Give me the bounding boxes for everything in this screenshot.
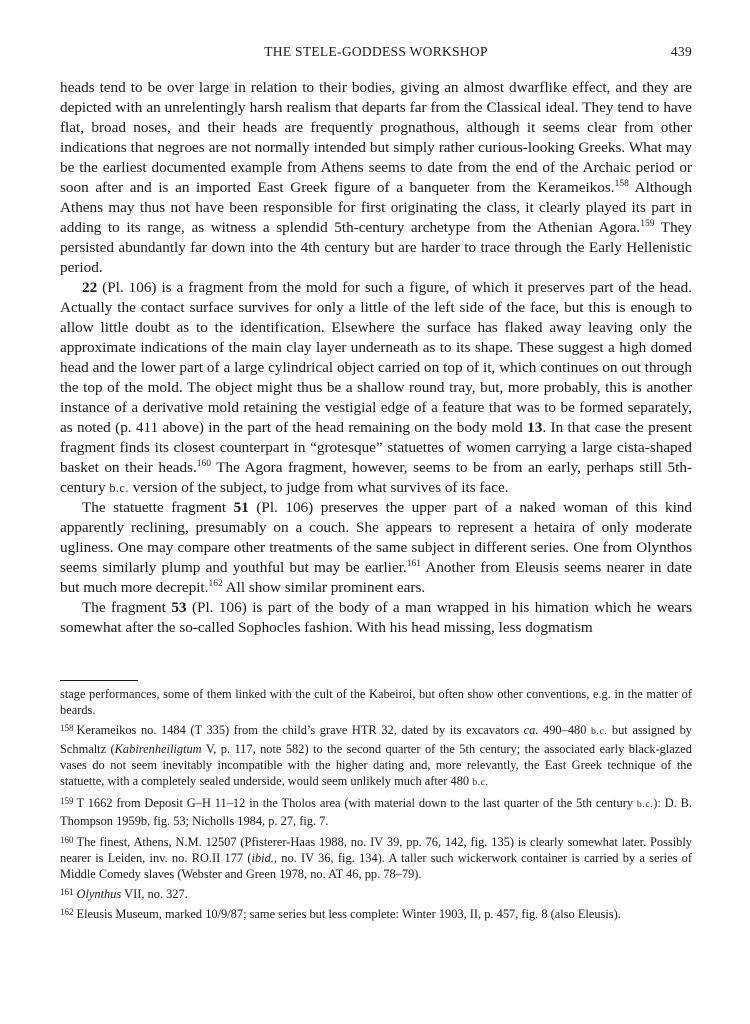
era-abbrev: b.c. [109,481,129,495]
text-run: VII, no. 327. [121,887,188,902]
paragraph-4 [60,598,692,638]
text-run: The finest, Athens, N.M. 12507 (Pfisterer-Haas 1988, no. IV 39, pp. 76, 142, fig. 135) is clearly somewhat later. Possibly nearer is Leiden, inv. no. RO.II 177 ( [60,834,692,865]
catalog-number: 51 [233,499,249,516]
text-run: Another from Eleusis seems nearer in date but much more decrepit. [60,559,692,596]
running-header [60,44,692,64]
text-run: V, p. 117, note 582) to the second quarter of the 5th century; the associated early black-glazed vases do not seem inevitably incompatible with the higher dating and, more relevantly, the East Greek technique of the statuette, with a completely sealed underside, would seem unlikely much after 480 [60,741,692,789]
text-run: but assigned by Schmaltz ( [60,723,692,756]
footnote-number: 162 [60,907,74,918]
catalog-number: 53 [171,599,187,616]
era-abbrev: b.c. [636,799,654,811]
work-title: Kabirenheiligtum [114,741,202,756]
text-run: , no. IV 36, fig. 134). A taller such wickerwork container is carried by a series of Middle Comedy slaves (Webster and Green 1978, no. AT 46, pp. 78–79). [60,850,692,882]
text-run: Eleusis Museum, marked 10/9/87; same series but less complete: Winter 1903, II, p. 457, fig. 8 (also Eleusis). [76,907,621,922]
body-text [60,78,692,638]
footnote-number: 159 [60,796,74,807]
abbrev: ibid. [251,850,274,865]
text-run: 490–480 [538,723,592,738]
text-run: . In that case the present fragment finds its closest counterpart in “grotesque” statuettes of women carrying a large cista-shaped basket on their heads. [60,419,692,476]
text-run: The fragment [82,599,172,616]
text-run: Although Athens may thus not have been responsible for first originating the class, it clearly played its part in adding to its range, as witness a splendid 5th-century archetype from the Athenian Agora. [60,179,692,236]
text-run: Kerameikos no. 1484 (T 335) from the child’s grave HTR 32, dated by its excavators [76,723,524,738]
footnote-161 [60,884,692,902]
paragraph-2 [60,278,692,498]
paragraph-3 [60,498,692,598]
page-number: 439 [670,44,692,59]
text-run: The statuette fragment [82,499,234,516]
paragraph-1 [60,78,692,278]
text-run: They persisted abundantly far down into the 4th century but are harder to trace through the Early Hellenistic period. [60,219,692,276]
text-run: The Agora fragment, however, seems to be from an early, perhaps still 5th-century [60,459,693,496]
footnote-number: 158 [60,723,74,734]
footnote-number: 161 [60,887,74,898]
text-run: heads tend to be over large in relation to their bodies, giving an almost dwarflike effect, and they are depicted with an unrelentingly harsh realism that departs far from the Classical ideal. They tend to have flat, broad noses, and their heads are frequently prognathous, although it seems clear from other indications that negroes are not normally intended but simply rather curious-looking Greeks. What may be the earliest documented example from Athens seems to date from the end of the Archaic period or soon after and is an imported East Greek figure of a banqueter from the Kerameikos. [60,79,692,196]
footnote-159 [60,793,692,829]
footnote-ref-160: 160 [196,459,211,469]
footnotes [60,686,692,925]
era-abbrev: b.c. [472,777,489,789]
footnote-ref-162: 162 [208,579,223,589]
text-run: T 1662 from Deposit G–H 11–12 in the Tholos area (with material down to the last quarter of the 5th century [76,796,637,811]
footnote-158 [60,720,692,791]
footnote-number: 160 [60,834,74,845]
text-run: All show similar prominent ears. [222,579,426,596]
footnote-divider [60,680,138,681]
text-run: ): D. B. Thompson 1959b, fig. 53; Nicholls 1984, p. 27, fig. 7. [60,796,692,829]
text-run: (Pl. 106) is a fragment from the mold for such a figure, of which it preserves part of the head. Actually the contact surface survives for only a little of the left side of the face, but this is enough to allow little doubt as to the identification. Elsewhere the surface has flaked away leaving only the approximate indications of the main clay layer underneath as to its shape. These suggest a high domed head and the lower part of a large cylindrical object carried on top of it, which continues on out through the top of the mold. The object might thus be a shallow round tray, but, more probably, this is another instance of a derivative mold retaining the vestigial edge of a feature that was to be formed separately, as noted (p. 411 above) in the part of the head remaining on the body mold [60,279,692,436]
footnote-continuation: stage performances, some of them linked with the cult of the Kabeiroi, but often show other conventions, e.g. in the matter of beards. [60,687,692,718]
footnote-160 [60,832,692,883]
text-run: (Pl. 106) is part of the body of a man wrapped in his himation which he wears somewhat after the so-called Sophocles fashion. With his head missing, less dogmatism [60,599,692,636]
footnote-ref-158: 158 [614,179,629,189]
era-abbrev: b.c. [591,726,608,738]
footnote-162 [60,904,692,922]
catalog-number: 22 [82,279,98,296]
abbrev: ca. [523,723,539,738]
running-title: THE STELE-GODDESS WORKSHOP [264,44,488,59]
footnote-ref-159: 159 [640,219,655,229]
catalog-number: 13 [527,419,543,436]
text-run: (Pl. 106) preserves the upper part of a naked woman of this kind apparently reclining, presumably on a couch. She appears to represent a hetaira of only moderate ugliness. One may compare other treatments of the same subject in different series. One from Olynthos seems similarly plump and youthful but may be earlier. [60,499,692,576]
footnote-ref-161: 161 [406,559,421,569]
work-title: Olynthus [76,887,122,902]
text-run: version of the subject, to judge from what survives of its face. [128,479,509,496]
